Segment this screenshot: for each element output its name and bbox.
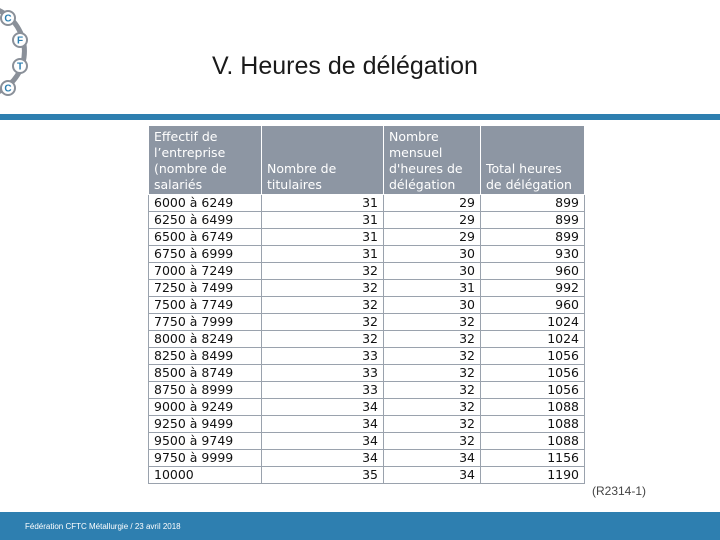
logo-letter: F [16, 35, 24, 47]
cell-titulaires: 34 [262, 433, 384, 450]
cell-total-heures: 960 [481, 263, 585, 280]
cell-total-heures: 930 [481, 246, 585, 263]
cell-heures-mensuel: 30 [384, 263, 481, 280]
cell-heures-mensuel: 32 [384, 433, 481, 450]
table-row [149, 246, 585, 263]
cell-titulaires: 33 [262, 348, 384, 365]
table-row [149, 229, 585, 246]
cell-effectif: 9500 à 9749 [149, 433, 262, 450]
cell-effectif: 6500 à 6749 [149, 229, 262, 246]
cell-effectif: 7000 à 7249 [149, 263, 262, 280]
cell-heures-mensuel: 30 [384, 297, 481, 314]
cell-heures-mensuel: 34 [384, 450, 481, 467]
cell-heures-mensuel: 32 [384, 416, 481, 433]
cell-total-heures: 1056 [481, 365, 585, 382]
cell-titulaires: 34 [262, 399, 384, 416]
cell-heures-mensuel: 32 [384, 331, 481, 348]
table-row [149, 263, 585, 280]
cell-effectif: 7250 à 7499 [149, 280, 262, 297]
cell-effectif: 6250 à 6499 [149, 212, 262, 229]
cell-effectif: 6000 à 6249 [149, 195, 262, 212]
cell-effectif: 8500 à 8749 [149, 365, 262, 382]
cell-titulaires: 34 [262, 416, 384, 433]
cell-heures-mensuel: 32 [384, 399, 481, 416]
page-title: V. Heures de délégation [212, 52, 478, 80]
cell-titulaires: 32 [262, 314, 384, 331]
delegation-table [148, 125, 585, 484]
cell-effectif: 9750 à 9999 [149, 450, 262, 467]
header-heures-mensuel: Nombre mensuel d'heures de délégation [384, 126, 481, 195]
cell-total-heures: 1024 [481, 331, 585, 348]
cell-effectif: 8250 à 8499 [149, 348, 262, 365]
cell-total-heures: 1024 [481, 314, 585, 331]
table-row [149, 348, 585, 365]
cell-titulaires: 32 [262, 297, 384, 314]
cell-titulaires: 32 [262, 331, 384, 348]
table-row [149, 399, 585, 416]
cell-titulaires: 33 [262, 365, 384, 382]
table-header-row [149, 126, 585, 195]
table-row [149, 382, 585, 399]
header-effectif: Effectif de l’entreprise (nombre de salariés [149, 126, 262, 195]
header-total-heures: Total heures de délégation [481, 126, 585, 195]
cell-effectif: 9250 à 9499 [149, 416, 262, 433]
table-row [149, 212, 585, 229]
cell-effectif: 10000 [149, 467, 262, 484]
cell-effectif: 9000 à 9249 [149, 399, 262, 416]
cell-total-heures: 1088 [481, 416, 585, 433]
cell-total-heures: 960 [481, 297, 585, 314]
table-row [149, 280, 585, 297]
cell-titulaires: 35 [262, 467, 384, 484]
cell-heures-mensuel: 29 [384, 229, 481, 246]
cell-heures-mensuel: 29 [384, 212, 481, 229]
cell-titulaires: 31 [262, 212, 384, 229]
table-row [149, 433, 585, 450]
cell-titulaires: 31 [262, 195, 384, 212]
cell-total-heures: 992 [481, 280, 585, 297]
cell-heures-mensuel: 31 [384, 280, 481, 297]
cell-titulaires: 31 [262, 246, 384, 263]
cell-heures-mensuel: 32 [384, 382, 481, 399]
cell-heures-mensuel: 30 [384, 246, 481, 263]
cell-total-heures: 899 [481, 229, 585, 246]
cell-titulaires: 31 [262, 229, 384, 246]
cell-titulaires: 33 [262, 382, 384, 399]
legal-reference: (R2314-1) [592, 484, 647, 498]
cell-total-heures: 1056 [481, 382, 585, 399]
cell-effectif: 7750 à 7999 [149, 314, 262, 331]
cell-heures-mensuel: 29 [384, 195, 481, 212]
logo-letter: T [16, 61, 24, 73]
delegation-table-container [145, 122, 585, 506]
header-titulaires: Nombre de titulaires [262, 126, 384, 195]
cell-total-heures: 899 [481, 195, 585, 212]
table-row [149, 297, 585, 314]
table-row [149, 467, 585, 484]
cell-effectif: 8750 à 8999 [149, 382, 262, 399]
cell-effectif: 7500 à 7749 [149, 297, 262, 314]
cell-heures-mensuel: 32 [384, 348, 481, 365]
table-row [149, 450, 585, 467]
logo-letter: C [4, 83, 12, 95]
cell-titulaires: 32 [262, 263, 384, 280]
cell-heures-mensuel: 34 [384, 467, 481, 484]
table-body [149, 195, 585, 484]
cell-total-heures: 1156 [481, 450, 585, 467]
cell-titulaires: 32 [262, 280, 384, 297]
accent-bar [0, 114, 720, 120]
table-row [149, 331, 585, 348]
cell-titulaires: 34 [262, 450, 384, 467]
cell-heures-mensuel: 32 [384, 314, 481, 331]
table-row [149, 365, 585, 382]
cell-heures-mensuel: 32 [384, 365, 481, 382]
cell-total-heures: 1088 [481, 433, 585, 450]
cell-effectif: 8000 à 8249 [149, 331, 262, 348]
cell-total-heures: 899 [481, 212, 585, 229]
cell-effectif: 6750 à 6999 [149, 246, 262, 263]
footer-text: Fédération CFTC Métallurgie / 23 avril 2018 [25, 522, 181, 531]
cell-total-heures: 1190 [481, 467, 585, 484]
cell-total-heures: 1088 [481, 399, 585, 416]
logo-letter: C [4, 13, 12, 25]
table-row [149, 314, 585, 331]
table-row [149, 195, 585, 212]
cell-total-heures: 1056 [481, 348, 585, 365]
cftc-logo [0, 0, 40, 100]
table-row [149, 416, 585, 433]
